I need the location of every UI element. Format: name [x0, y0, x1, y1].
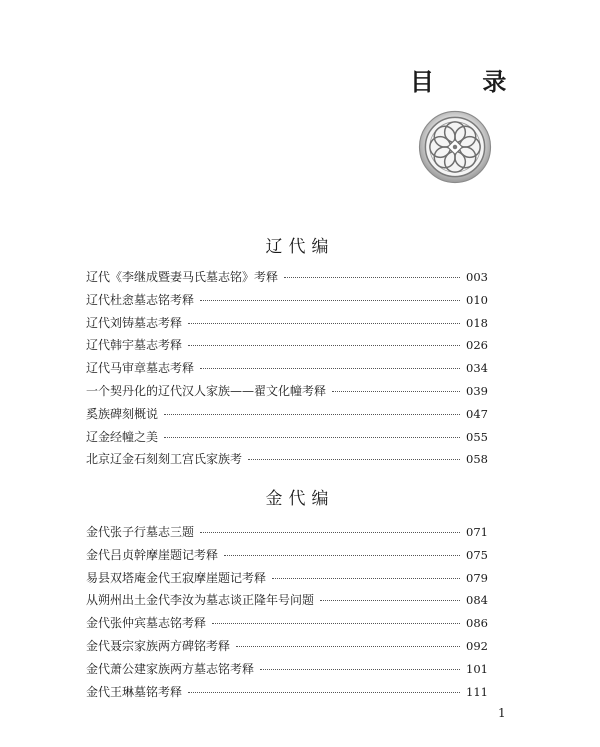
toc-entry[interactable]: 金代张仲宾墓志铭考释 086 — [86, 616, 488, 631]
toc-entry[interactable]: 金代萧公建家族两方墓志铭考释 101 — [86, 661, 488, 676]
toc-entry[interactable]: 辽代刘铸墓志考释 018 — [86, 315, 488, 330]
toc-entry[interactable]: 辽代杜悆墓志铭考释 010 — [86, 292, 488, 307]
toc-entry[interactable]: 辽代韩宇墓志考释 026 — [86, 338, 488, 353]
toc-entry[interactable]: 易县双塔庵金代王寂摩崖题记考释 079 — [86, 570, 488, 585]
toc-entry[interactable]: 一个契丹化的辽代汉人家族——翟文化幢考释 039 — [86, 383, 488, 398]
toc-entry[interactable]: 辽金经幢之美 055 — [86, 429, 488, 444]
section-heading-jin: 金代编 — [265, 489, 335, 509]
toc-entry[interactable]: 金代吕贞幹摩崖题记考释 075 — [86, 547, 488, 562]
toc-entry[interactable]: 从朔州出土金代李汝为墓志谈正隆年号问题 084 — [86, 593, 488, 608]
toc-entry[interactable]: 辽代马审章墓志考释 034 — [86, 361, 488, 376]
toc-entries-liao — [86, 268, 486, 473]
toc-entry[interactable]: 奚族碑刻概说 047 — [86, 406, 488, 421]
lattice-medallion-icon — [418, 110, 492, 184]
toc-entry[interactable]: 北京辽金石刻刻工宫氏家族考 058 — [86, 452, 488, 467]
toc-entries-jin — [86, 523, 486, 705]
toc-entry[interactable]: 金代张子行墓志三题 071 — [86, 525, 488, 539]
page-number: 1 — [498, 706, 506, 720]
toc-entry[interactable]: 辽代《李继成暨妻马氏墓志铭》考释 003 — [86, 270, 488, 284]
page-title: 目 录 — [410, 67, 527, 96]
toc-entry[interactable]: 金代聂宗家族两方碑铭考释 092 — [86, 638, 488, 653]
toc-entry[interactable]: 金代王琳墓铭考释 111 — [86, 684, 488, 699]
section-heading-liao: 辽代编 — [265, 237, 335, 257]
